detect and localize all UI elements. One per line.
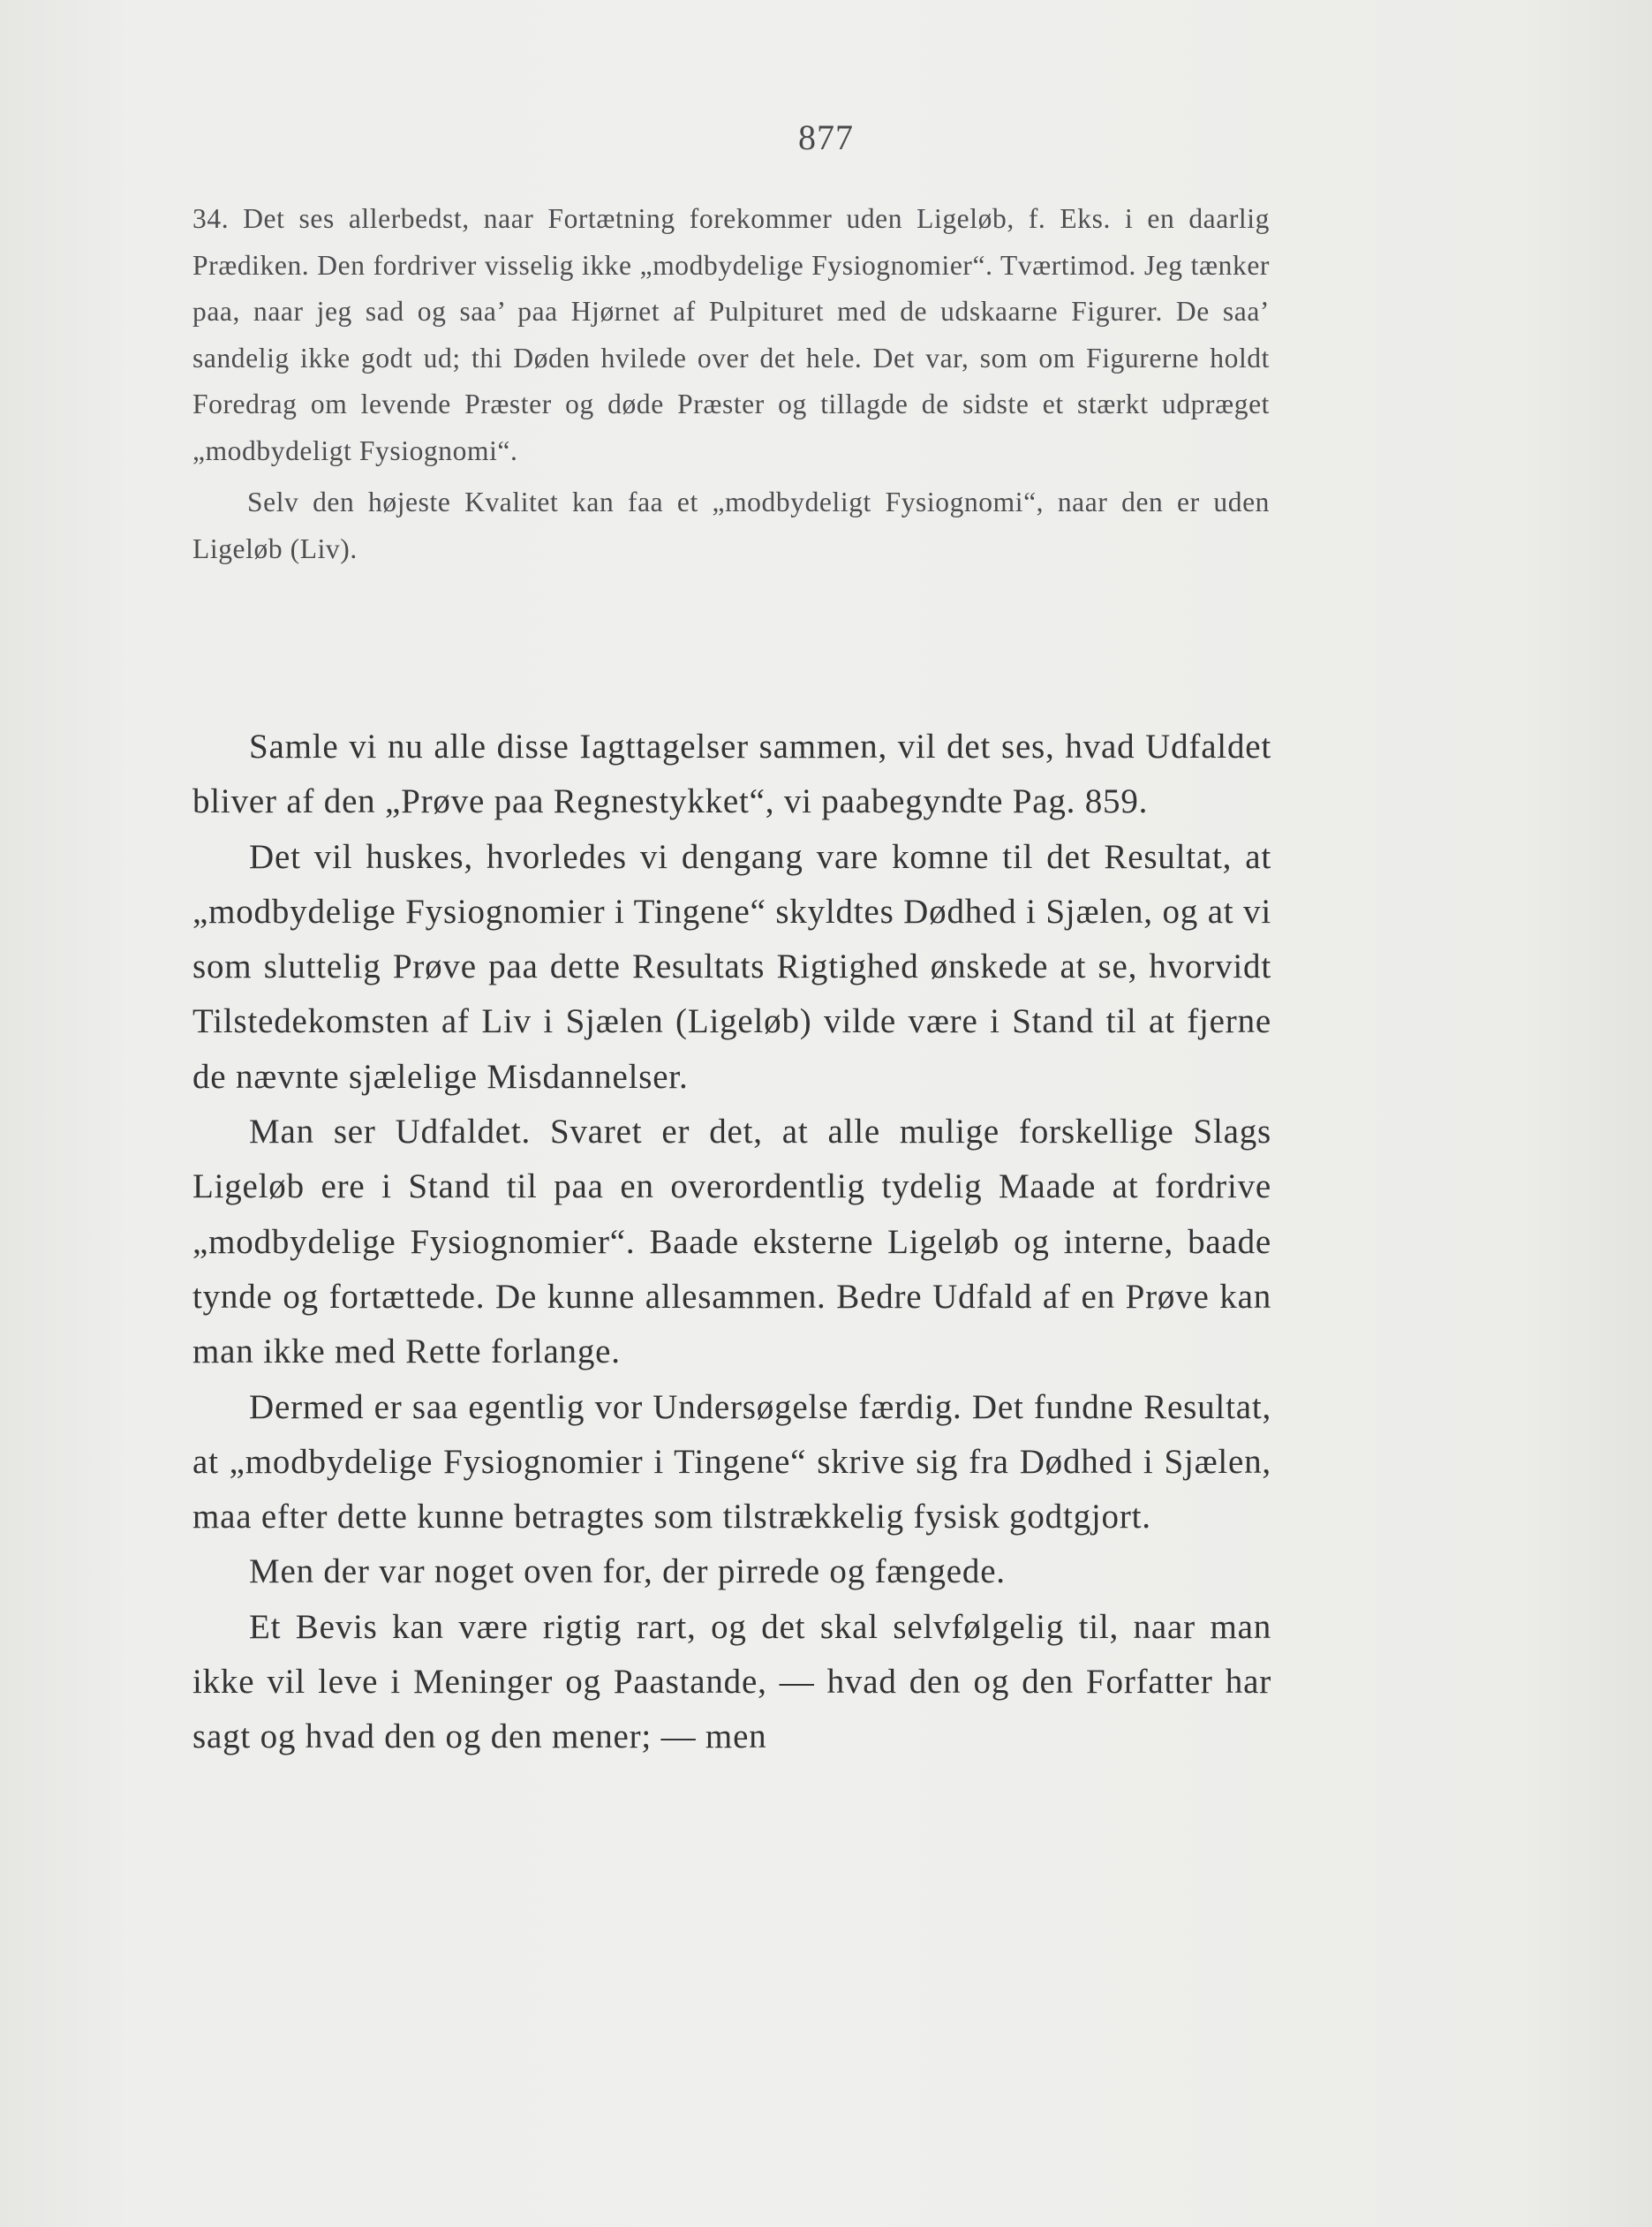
paragraph-result: Det vil huskes, hvorledes vi dengang vare komne til det Resultat, at „modbydelige Fysiognomier i Tingene“ skyldtes Dødhed i Sjælen, og at vi som sluttelig Prøve paa dette Resultats Rigtighed ønskede at se, hvorvidt Tilstedekomsten af Liv i Sjælen (Ligeløb) vilde være i Stand til at fjerne de nævnte sjælelige Misdannelser.	[192, 837, 1271, 1096]
paragraph-item-34: 34. Det ses allerbedst, naar Fortætning forekommer uden Ligeløb, f. Eks. i en daarlig Prædiken. Den fordriver visselig ikke „modbydelige Fysiognomier“. Tværtimod. Jeg tænker paa, naar jeg sad og saa’ paa Hjørnet af Pulpituret med de udskaarne Figurer. De saa’ sandelig ikke godt ud; thi Døden hvilede over det hele. Det var, som om Figurerne holdt Foredrag om levende Præster og døde Præster og tillagde de sidste et stærkt udpræget „modbydeligt Fysiognomi“.	[192, 203, 1270, 466]
paragraph-curiosity: Men der var noget oven for, der pirrede og fængede.	[249, 1552, 1006, 1591]
paragraph-proof: Et Bevis kan være rigtig rart, og det skal selvfølgelig til, naar man ikke vil leve i Meninger og Paastande, — hvad den og den Forfatter har sagt og hvad den og den mener; — men	[192, 1607, 1271, 1756]
page-number: 877	[798, 117, 854, 157]
small-print-section	[192, 196, 1270, 572]
paragraph-quality-note: Selv den højeste Kvalitet kan faa et „modbydeligt Fysiognomi“, naar den er uden Ligeløb (Liv).	[192, 487, 1270, 564]
paragraph-conclusion: Dermed er saa egentlig vor Undersøgelse færdig. Det fundne Resultat, at „modbydelige Fysiognomier i Tingene“ skrive sig fra Dødhed i Sjælen, maa efter dette kunne betragtes som tilstrækkelig fysisk godtgjort.	[192, 1387, 1271, 1536]
main-text-section	[192, 720, 1271, 1765]
paragraph-summary: Samle vi nu alle disse Iagttagelser sammen, vil det ses, hvad Udfaldet bliver af den „Prøve paa Regnestykket“, vi paabegyndte Pag. 859.	[192, 728, 1271, 821]
paragraph-outcome: Man ser Udfaldet. Svaret er det, at alle mulige forskellige Slags Ligeløb ere i Stand til paa en overordentlig tydelig Maade at fordrive „modbydelige Fysiognomier“. Baade eksterne Ligeløb og interne, baade tynde og fortættede. De kunne allesammen. Bedre Udfald af en Prøve kan man ikke med Rette forlange.	[192, 1113, 1271, 1371]
